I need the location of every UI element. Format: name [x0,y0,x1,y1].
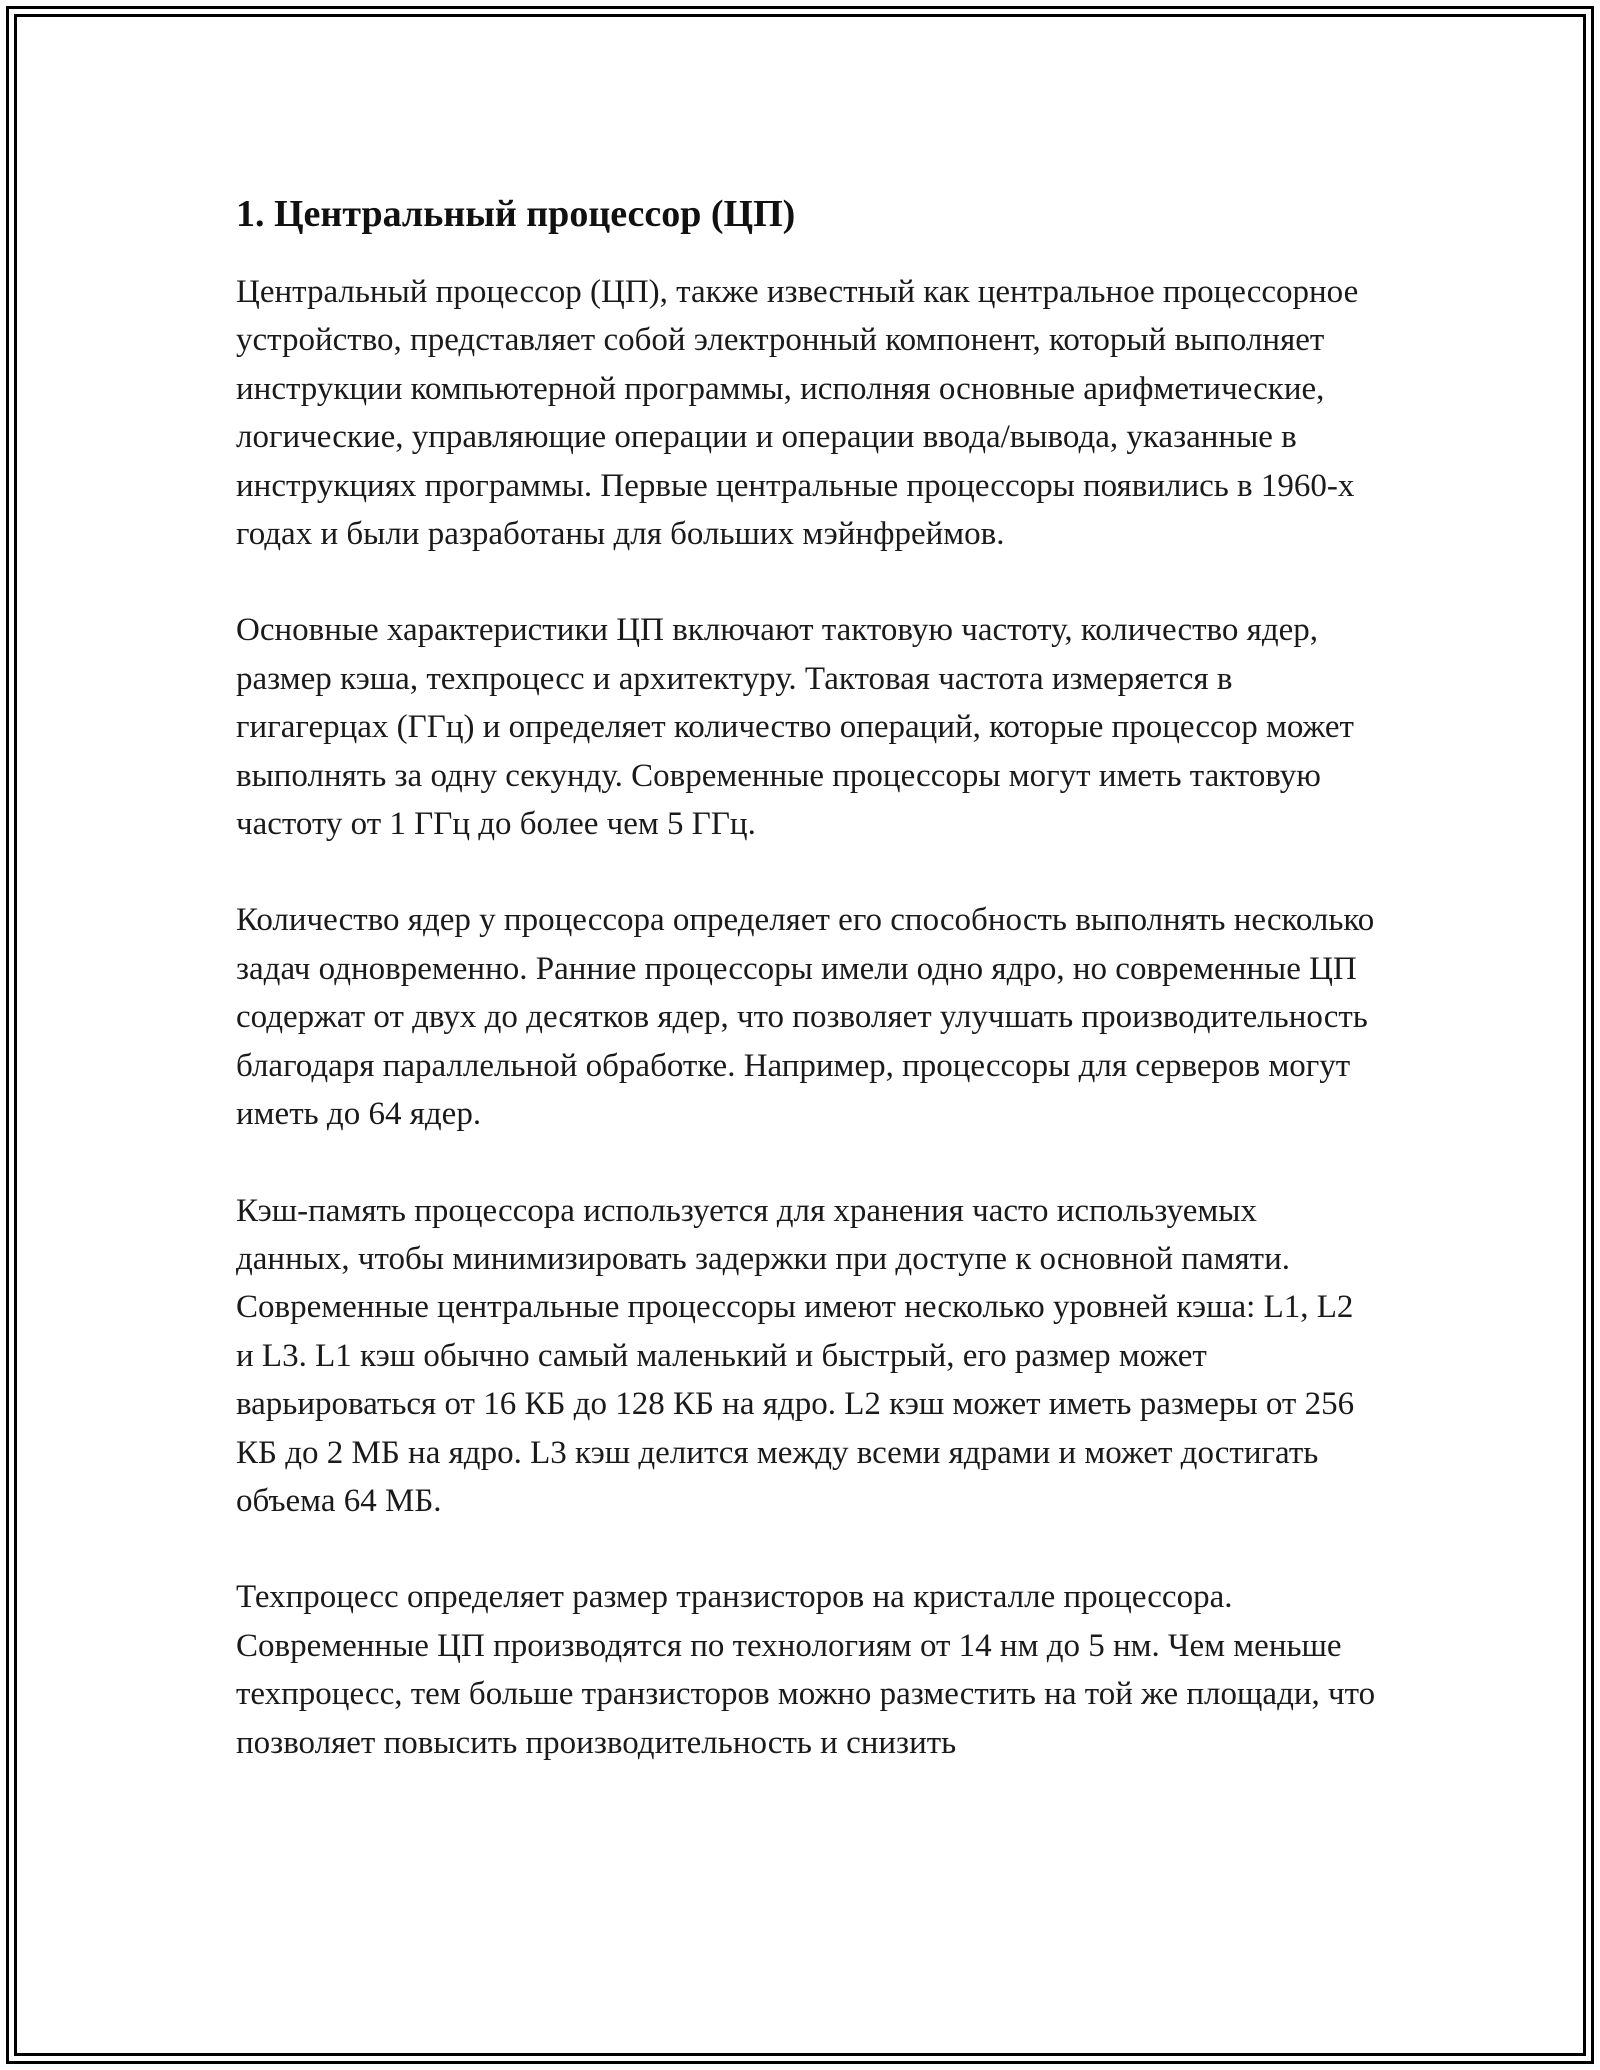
paragraph-cpu-cores: Количество ядер у процессора определяет его способность выполнять несколько задач одновременно. Ранние процессоры имели одно ядро, но современные ЦП содержат от двух до десятков ядер, что позволяет улучшать производительность благодаря параллельной обработке. Например, процессоры для серверов могут иметь до 64 ядер. [236,902,1375,1133]
section-heading: 1. Центральный процессор (ЦП) [236,193,796,235]
paragraph-cpu-cache: Кэш-память процессора используется для хранения часто используемых данных, чтобы минимизировать задержки при доступе к основной памяти. Современные центральные процессоры имеют несколько уровней кэша: L1, L2 и L3. L1 кэш обычно самый маленький и быстрый, его размер может варьироваться от 16 КБ до 128 КБ на ядро. L2 кэш может иметь размеры от 256 КБ до 2 МБ на ядро. L3 кэш делится между всеми ядрами и может достигать объема 64 МБ. [236,1192,1355,1519]
paragraph-cpu-process: Техпроцесс определяет размер транзисторов на кристалле процессора. Современные ЦП производятся по технологиям от 14 нм до 5 нм. Чем меньше техпроцесс, тем больше транзисторов можно разместить на той же площади, что позволяет повысить производительность и снизить [236,1579,1376,1761]
document-body [236,188,1376,1815]
paragraph-cpu-definition: Центральный процессор (ЦП), также известный как центральное процессорное устройство, представляет собой электронный компонент, который выполняет инструкции компьютерной программы, исполняя основные арифметические, логические, управляющие операции и операции ввода/вывода, указанные в инструкциях программы. Первые центральные процессоры появились в 1960-х годах и были разработаны для больших мэйнфреймов. [236,274,1359,553]
paragraph-cpu-characteristics: Основные характеристики ЦП включают тактовую частоту, количество ядер, размер кэша, техпроцесс и архитектуру. Тактовая частота измеряется в гигагерцах (ГГц) и определяет количество операций, которые процессор может выполнять за одну секунду. Современные процессоры могут иметь тактовую частоту от 1 ГГц до более чем 5 ГГц. [236,612,1354,843]
